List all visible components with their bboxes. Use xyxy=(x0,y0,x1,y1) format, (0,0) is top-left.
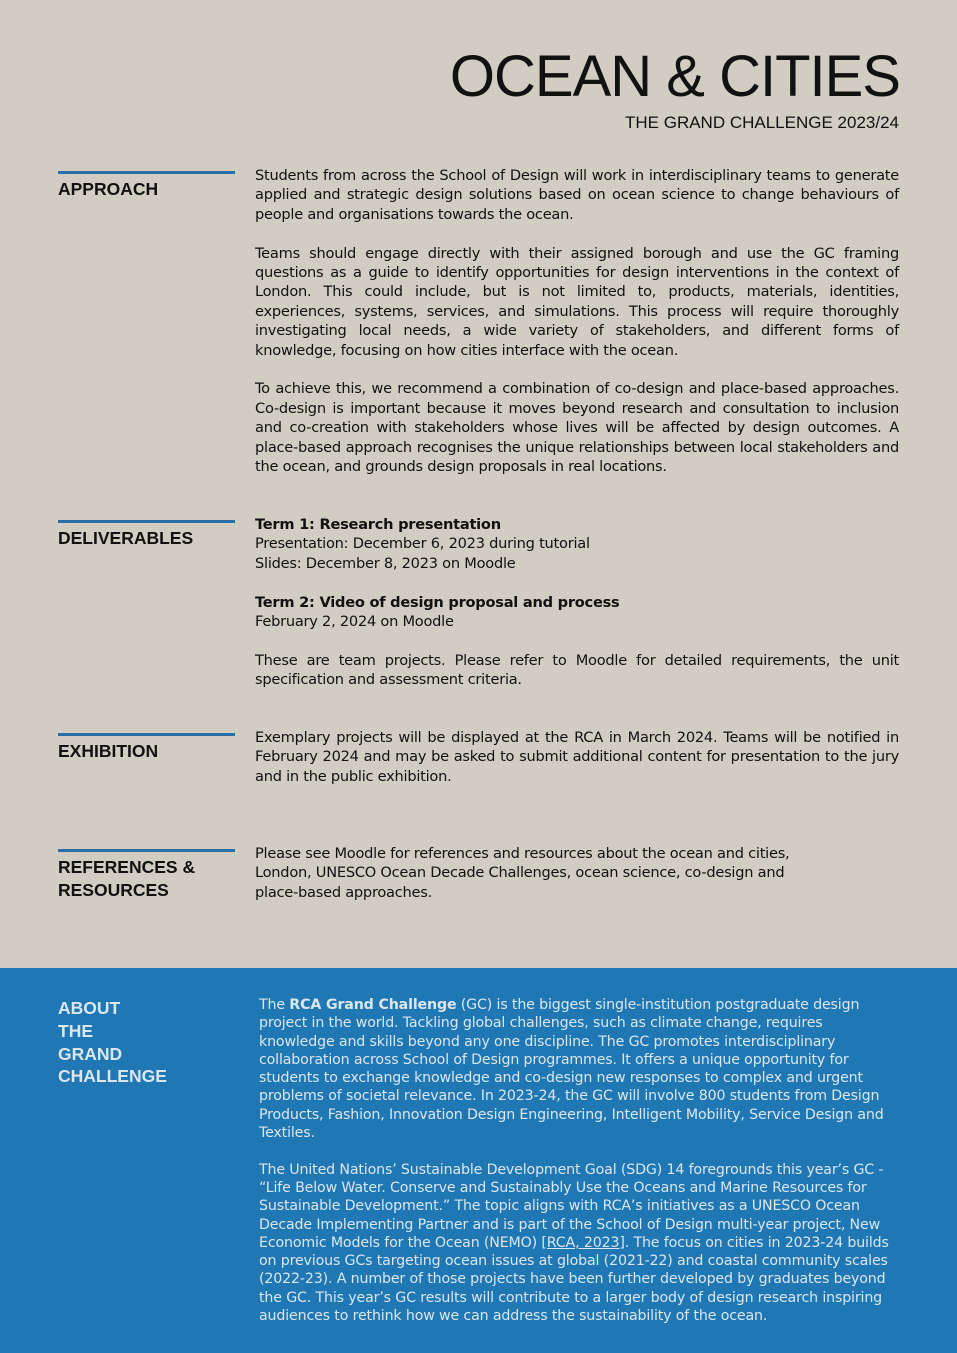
about-label xyxy=(58,997,218,1088)
references-label-line: RESOURCES xyxy=(58,879,169,900)
about-panel xyxy=(0,968,957,1353)
approach-body xyxy=(255,166,899,496)
page-subtitle: THE GRAND CHALLENGE 2023/24 xyxy=(625,113,899,132)
about-text: The xyxy=(259,997,290,1013)
about-label-line: THE xyxy=(58,1020,93,1041)
section-rule xyxy=(58,733,235,736)
term2-title: Term 2: Video of design proposal and process xyxy=(255,593,620,611)
exhibition-body xyxy=(255,728,899,806)
about-paragraph xyxy=(259,1161,899,1326)
about-label-line: GRAND xyxy=(58,1043,123,1064)
section-rule xyxy=(58,849,235,852)
approach-label: APPROACH xyxy=(58,179,159,199)
deliverables-note: These are team projects. Please refer to Moodle for detailed requirements, the unit specification and assessment criteria. xyxy=(255,651,899,689)
about-text: The United Nations’ Sustainable Development Goal (SDG) 14 foregrounds this year’s GC - “Life Below Water. Conserve and Sustainably Use the Oceans and Marine Resources for Sustainable Development.” The topic aligns with RCA’s initiatives as a UNESCO Ocean Decade Implementing Partner and is part of the School of Design multi-year project, New Economic Models for the Ocean (NEMO) xyxy=(259,1161,884,1251)
about-body xyxy=(259,996,899,1344)
page-title: OCEAN & CITIES xyxy=(449,44,900,109)
references-text-line: Please see Moodle for references and resources about the ocean and cities, xyxy=(255,845,790,862)
about-label-line: ABOUT xyxy=(58,998,121,1018)
about-paragraph xyxy=(259,996,899,1142)
term1-presentation: Presentation: December 6, 2023 during tutorial xyxy=(255,535,590,553)
term1-title: Term 1: Research presentation xyxy=(255,516,501,533)
about-text: (GC) is the biggest single-institution postgraduate design project in the world. Tackling global challenges, such as climate change, requires knowledge and skills beyond any one discipline. The GC promotes interdisciplinary collaboration across School of Design programmes. It offers a unique opportunity for students to exchange knowledge and co-design new responses to complex and urgent problems of societal relevance. In 2023-24, the GC will involve 800 students from Design Products, Fashion, Innovation Design Engineering, Intelligent Mobility, Service Design and Textiles. xyxy=(259,997,884,1142)
about-label-line: CHALLENGE xyxy=(58,1066,167,1087)
rca-grand-challenge-name: RCA Grand Challenge xyxy=(289,997,457,1013)
deliverables-body xyxy=(255,515,899,709)
approach-paragraph: To achieve this, we recommend a combination of co-design and place-based approaches. Co-design is important because it moves beyond research and consultation to inclusion and co-creation with stakeholders whose lives will be affected by design outcomes. A place-based approach recognises the unique relationships between local stakeholders and the ocean, and grounds design proposals in real locations. xyxy=(255,380,899,476)
exhibition-label: EXHIBITION xyxy=(58,741,159,761)
references-label xyxy=(58,856,238,901)
rca-2023-reference-link[interactable]: [RCA, 2023] xyxy=(541,1234,625,1251)
exhibition-text: Exemplary projects will be displayed at the RCA in March 2024. Teams will be notified in February 2024 and may be asked to submit additional content for presentation to the jury and in the public exhibition. xyxy=(255,729,899,785)
approach-paragraph: Students from across the School of Design will work in interdisciplinary teams to generate applied and strategic design solutions based on ocean science to change behaviours of people and organisations towards the ocean. xyxy=(255,167,899,223)
section-rule xyxy=(58,171,235,174)
term1-slides: Slides: December 8, 2023 on Moodle xyxy=(255,554,516,572)
references-label-line: REFERENCES & xyxy=(58,857,196,877)
references-text-line: London, UNESCO Ocean Decade Challenges, ocean science, co-design and xyxy=(255,864,785,882)
deliverables-label: DELIVERABLES xyxy=(58,528,194,548)
approach-paragraph: Teams should engage directly with their assigned borough and use the GC framing questions as a guide to identify opportunities for design interventions in the context of London. This could include, but is not limited to, products, materials, identities, experiences, systems, services, and simulations. This process will require thoroughly investigating local needs, a wide variety of stakeholders, and different forms of knowledge, focusing on how cities interface with the ocean. xyxy=(255,244,899,359)
term2-date: February 2, 2024 on Moodle xyxy=(255,613,454,631)
about-text: . The focus on cities in 2023-24 builds on previous GCs targeting ocean issues at global (2021-22) and coastal community scales (2022-23). A number of those projects have been further developed by graduates beyond the GC. This year’s GC results will contribute to a larger body of design research inspiring audiences to rethink how we can address the sustainability of the ocean. xyxy=(259,1234,889,1325)
references-body xyxy=(255,844,899,922)
section-rule xyxy=(58,520,235,523)
references-text-line: place-based approaches. xyxy=(255,883,432,901)
